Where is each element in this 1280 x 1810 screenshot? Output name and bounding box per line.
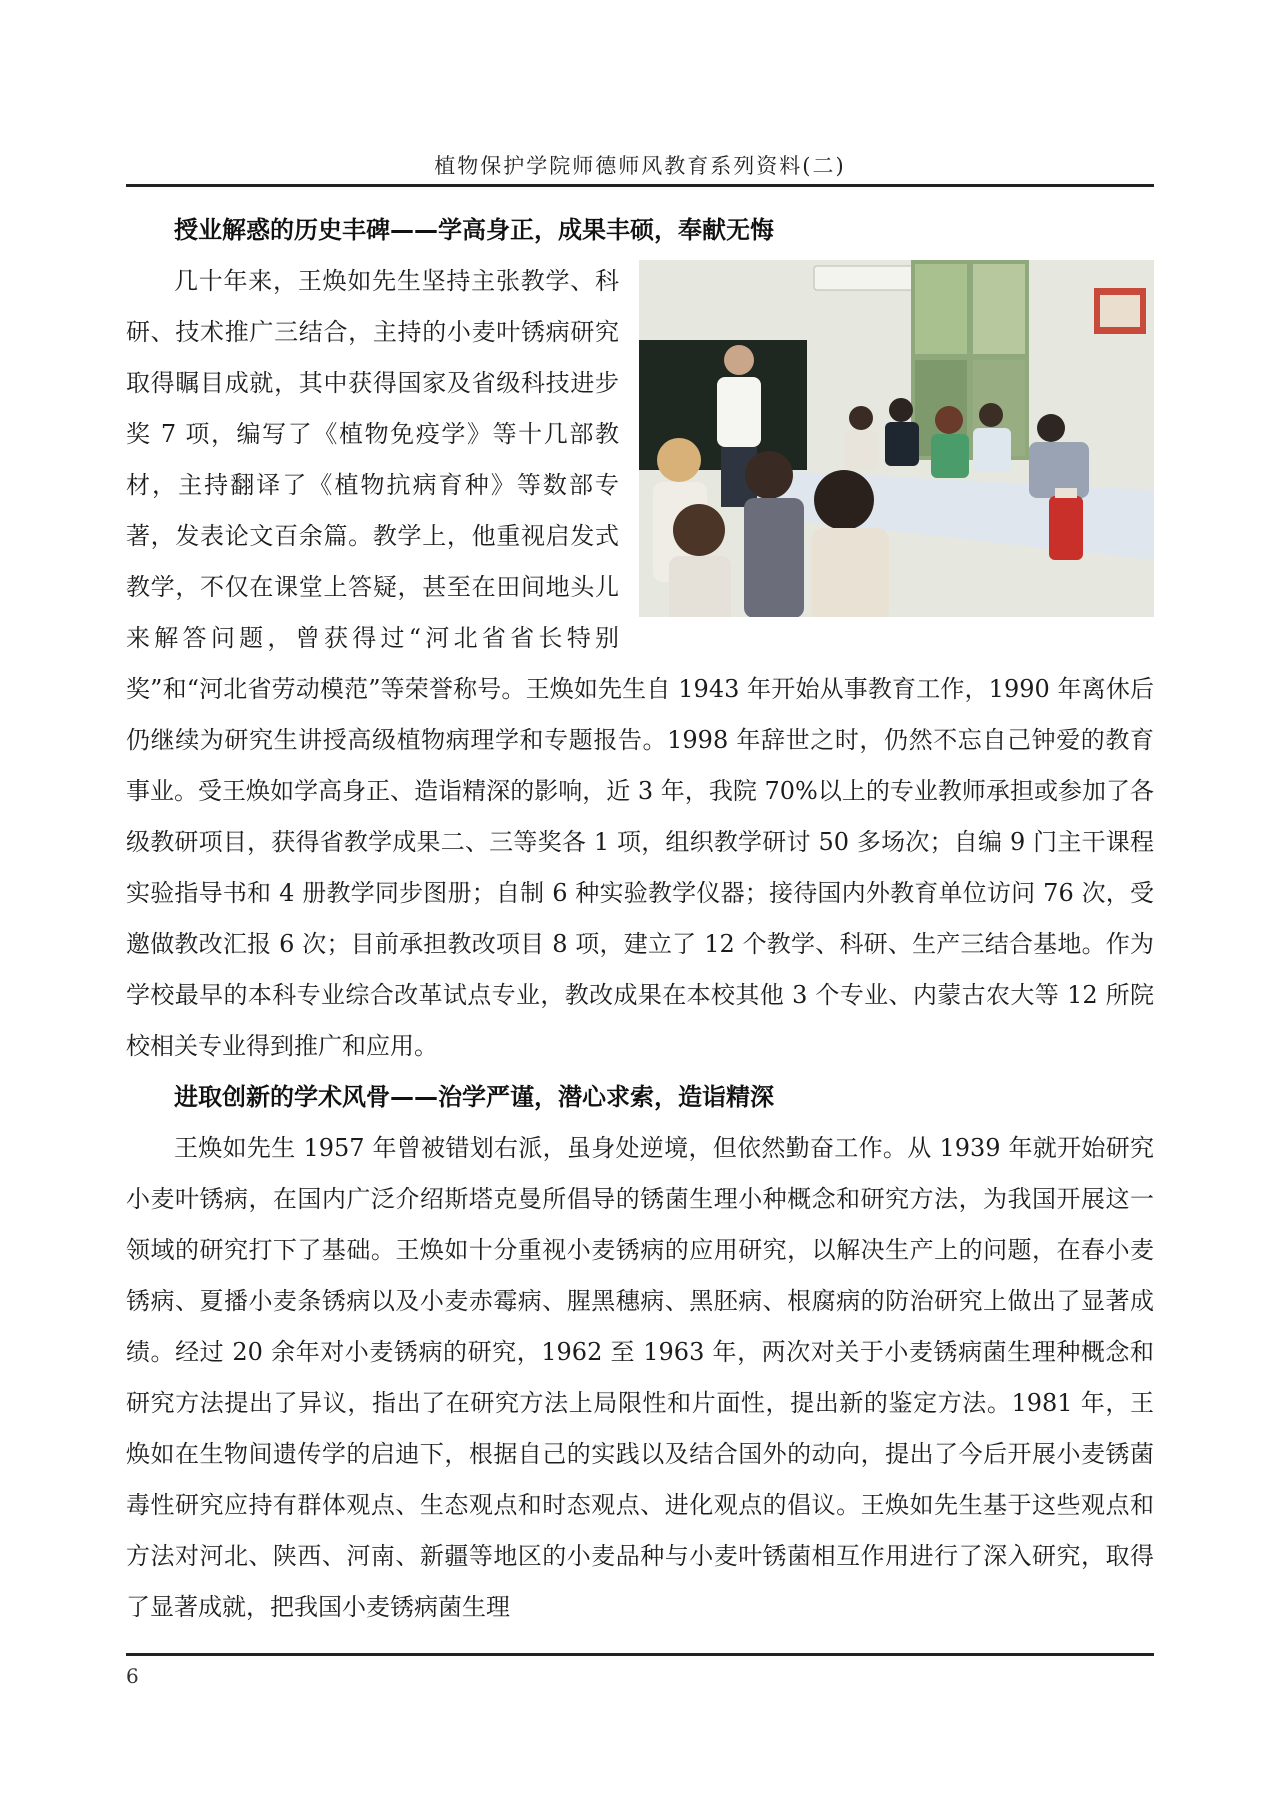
section-heading-1: 授业解惑的历史丰碑——学高身正，成果丰硕，奉献无悔 xyxy=(174,216,774,244)
footer-rule xyxy=(126,1653,1154,1656)
section-paragraph-2: 王焕如先生 1957 年曾被错划右派，虽身处逆境，但依然勤奋工作。从 1939 年就开始研究小麦叶锈病，在国内广泛介绍斯塔克曼所倡导的锈菌生理小种概念和研究方法，为我国开展这一领域的研究打下了基础。王焕如十分重视小麦锈病的应用研究，以解决生产上的问题，在春小麦锈病、夏播小麦条锈病以及小麦赤霉病、腥黑穗病、黑胚病、根腐病的防治研究上做出了显著成绩。经过 20 余年对小麦锈病的研究，1962 至 1963 年，两次对关于小麦锈病菌生理种概念和研究方法提出了异议，指出了在研究方法上局限性和片面性，提出新的鉴定方法。1981 年，王焕如在生物间遗传学的启迪下，根据自己的实践以及结合国外的动向，提出了今后开展小麦锈菌毒性研究应持有群体观点、生态观点和时态观点、进化观点的倡议。王焕如先生基于这些观点和方法对河北、陕西、河南、新疆等地区的小麦品种与小麦叶锈菌相互作用进行了深入研究，取得了显著成就，把我国小麦锈病菌生理 xyxy=(126,1134,1154,1621)
section-heading-2: 进取创新的学术风骨——治学严谨，潜心求索，造诣精深 xyxy=(174,1083,774,1111)
section-body-1 xyxy=(126,256,1154,1072)
section-paragraph-1 xyxy=(126,256,1154,1072)
header-rule xyxy=(126,184,1154,187)
section-paragraph-1-text: 几十年来，王焕如先生坚持主张教学、科研、技术推广三结合，主持的小麦叶锈病研究取得瞩目成就，其中获得国家及省级科技进步奖 7 项，编写了《植物免疫学》等十几部教材，主持翻译了《植物抗病育种》等数部专著，发表论文百余篇。教学上，他重视启发式教学，不仅在课堂上答疑，甚至在田间地头儿来解答问题，曾获得过“河北省省长特别奖”和“河北省劳动模范”等荣誉称号。王焕如先生自 1943 年开始从事教育工作，1990 年离休后仍继续为研究生讲授高级植物病理学和专题报告。1998 年辞世之时，仍然不忘自己钟爱的教育事业。受王焕如学高身正、造诣精深的影响，近 3 年，我院 70%以上的专业教师承担或参加了各级教研项目，获得省教学成果二、三等奖各 1 项，组织教学研讨 50 多场次；自编 9 门主干课程实验指导书和 4 册教学同步图册；自制 6 种实验教学仪器；接待国内外教育单位访问 76 次，受邀做教改汇报 6 次；目前承担教改项目 8 项，建立了 12 个教学、科研、生产三结合基地。作为学校最早的本科专业综合改革试点专业，教改成果在本校其他 3 个专业、内蒙古农大等 12 所院校相关专业得到推广和应用。 xyxy=(126,267,1154,1060)
classroom-photo xyxy=(639,260,1154,617)
page-header-title: 植物保护学院师德师风教育系列资料(二) xyxy=(434,154,846,178)
page-body xyxy=(126,205,1154,1633)
page-number: 6 xyxy=(126,1664,139,1688)
classroom-photo-illustration xyxy=(639,260,1154,617)
